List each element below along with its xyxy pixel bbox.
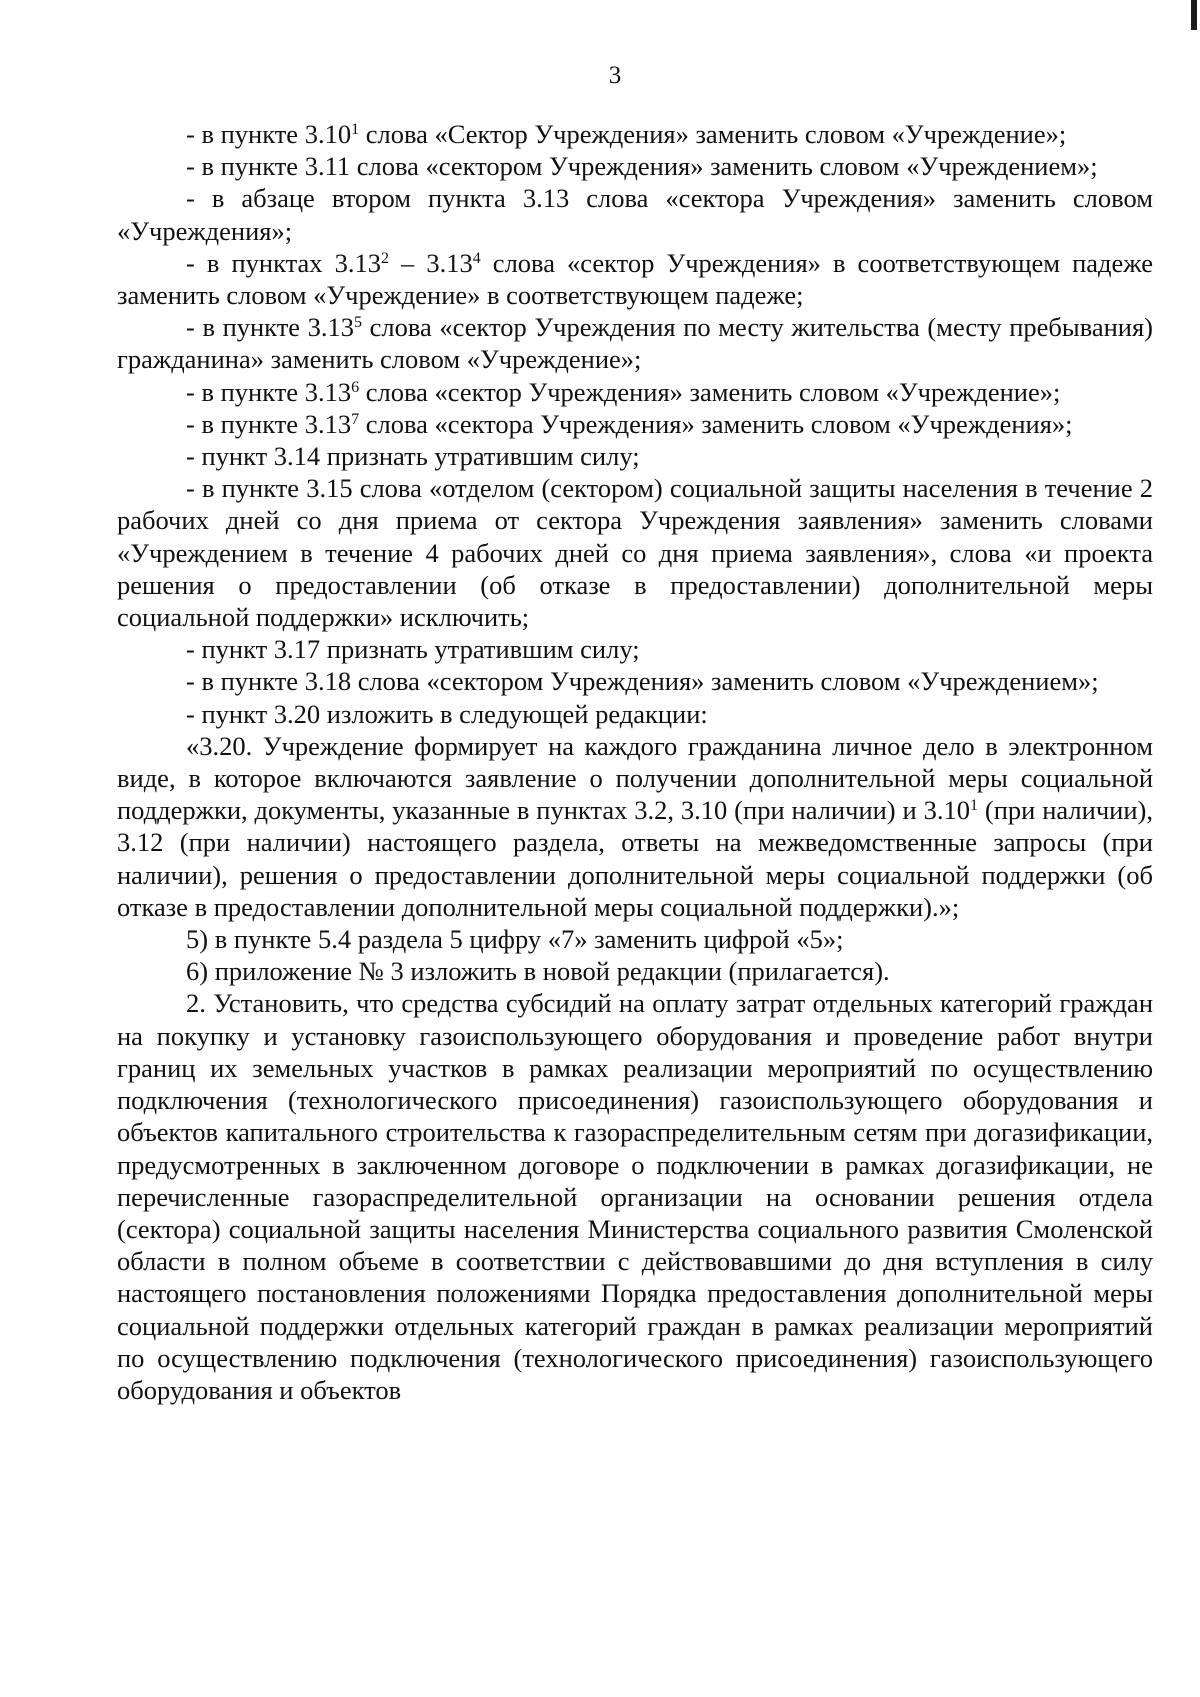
text-run: 5) в пункте 5.4 раздела 5 цифру «7» заменить цифрой «5»; — [186, 924, 844, 955]
text-run: 2. Установить, что средства субсидий на оплату затрат отдельных категорий граждан на покупку и установку газоиспользующего оборудования и проведение работ внутри границ их земельных участков в рамках реализации мероприятий по осуществлению подключения (технологического присоединения) газоиспользующего оборудования и объектов капитального строительства к газораспределительным сетям при догазификации, предусмотренных в заключенном договоре о подключении в рамках догазификации, не перечисленные газораспределительной организации на основании решения отдела (сектора) социальной защиты населения Министерства социального развития Смоленской области в полном объеме в соответствии с действовавшими до дня вступления в силу настоящего постановления положениями Порядка предоставления дополнительной меры социальной поддержки отдельных категорий граждан в рамках реализации мероприятий по осуществлению подключения (технологического присоединения) газоиспользующего оборудования и объектов — [117, 988, 1153, 1405]
text-run: - в пункте 3.15 слова «отделом (сектором) социальной защиты населения в течение 2 рабочих дней со дня приема от сектора Учреждения заявления» заменить словами «Учреждением в течение 4 рабочих дней со дня приема заявления», слова «и проекта решения о предоставлении (об отказе в предоставлении) дополнительной меры социальной поддержки» исключить; — [117, 473, 1153, 633]
text-run: - пункт 3.14 признать утратившим силу; — [186, 441, 640, 472]
text-run: - в пункте 3.18 слова «сектором Учреждения» заменить словом «Учреждением»; — [186, 666, 1099, 697]
page-number: 3 — [608, 62, 622, 89]
text-run: - в пункте 3.13 — [186, 312, 355, 343]
text-run: - в пункте 3.11 слова «сектором Учреждения» заменить словом «Учреждением»; — [186, 151, 1098, 182]
paragraph — [117, 698, 1153, 730]
scan-edge-mark — [1191, 0, 1197, 30]
superscript: 7 — [351, 410, 360, 428]
superscript: 2 — [380, 249, 389, 267]
text-run: слова «сектор Учреждения по месту жительства (месту пребывания) гражданина» заменить словом «Учреждение»; — [117, 312, 1153, 375]
superscript: 5 — [354, 314, 363, 332]
text-run: – 3.13 — [388, 247, 473, 278]
text-run: слова «сектор Учреждения» в соответствующем падеже заменить словом «Учреждение» в соответствующем падеже; — [117, 247, 1153, 311]
text-run: 6) приложение № 3 изложить в новой редакции (прилагается). — [186, 956, 890, 987]
superscript: 1 — [970, 797, 978, 815]
text-run: - в абзаце втором пункта 3.13 слова «сектора Учреждения» заменить словом «Учреждения»; — [117, 183, 1153, 246]
paragraph — [117, 118, 1153, 150]
text-run: - в пункте 3.10 — [186, 119, 352, 149]
paragraph — [117, 730, 1153, 923]
paragraph — [117, 987, 1153, 1406]
paragraph — [117, 376, 1153, 408]
text-run: «3.20. Учреждение формирует на каждого гражданина личное дело в электронном виде, в которое включаются заявление о получении дополнительной меры социальной поддержки, документы, указанные в пунктах 3.2, 3.10 (при наличии) и 3.10 — [117, 730, 1153, 826]
document-body — [117, 118, 1153, 1406]
text-run: - в пункте 3.13 — [186, 408, 352, 439]
paragraph — [117, 955, 1153, 987]
paragraph — [117, 150, 1153, 182]
paragraph — [117, 182, 1153, 246]
paragraph — [117, 633, 1153, 665]
paragraph — [117, 440, 1153, 472]
text-run: - пункт 3.20 изложить в следующей редакции: — [186, 698, 708, 729]
paragraph — [117, 247, 1153, 311]
text-run: (при наличии), 3.12 (при наличии) настоящего раздела, ответы на межведомственные запросы (при наличии), решения о предоставлении дополнительной меры социальной поддержки (об отказе в предоставлении дополнительной меры социальной поддержки).»; — [117, 795, 1153, 922]
paragraph — [117, 472, 1153, 633]
paragraph — [117, 665, 1153, 697]
text-run: слова «сектора Учреждения» заменить словом «Учреждения»; — [359, 408, 1073, 439]
superscript: 4 — [472, 249, 481, 267]
paragraph — [117, 923, 1153, 955]
text-run: слова «сектор Учреждения» заменить словом «Учреждение»; — [359, 376, 1061, 407]
text-run: - пункт 3.17 признать утратившим силу; — [186, 634, 640, 665]
paragraph — [117, 311, 1153, 375]
text-run: - в пунктах 3.13 — [186, 247, 381, 278]
paragraph — [117, 408, 1153, 440]
text-run: слова «Сектор Учреждения» заменить словом «Учреждение»; — [359, 119, 1067, 149]
superscript: 6 — [351, 378, 360, 396]
text-run: - в пункте 3.13 — [186, 376, 352, 407]
superscript: 1 — [351, 121, 360, 138]
